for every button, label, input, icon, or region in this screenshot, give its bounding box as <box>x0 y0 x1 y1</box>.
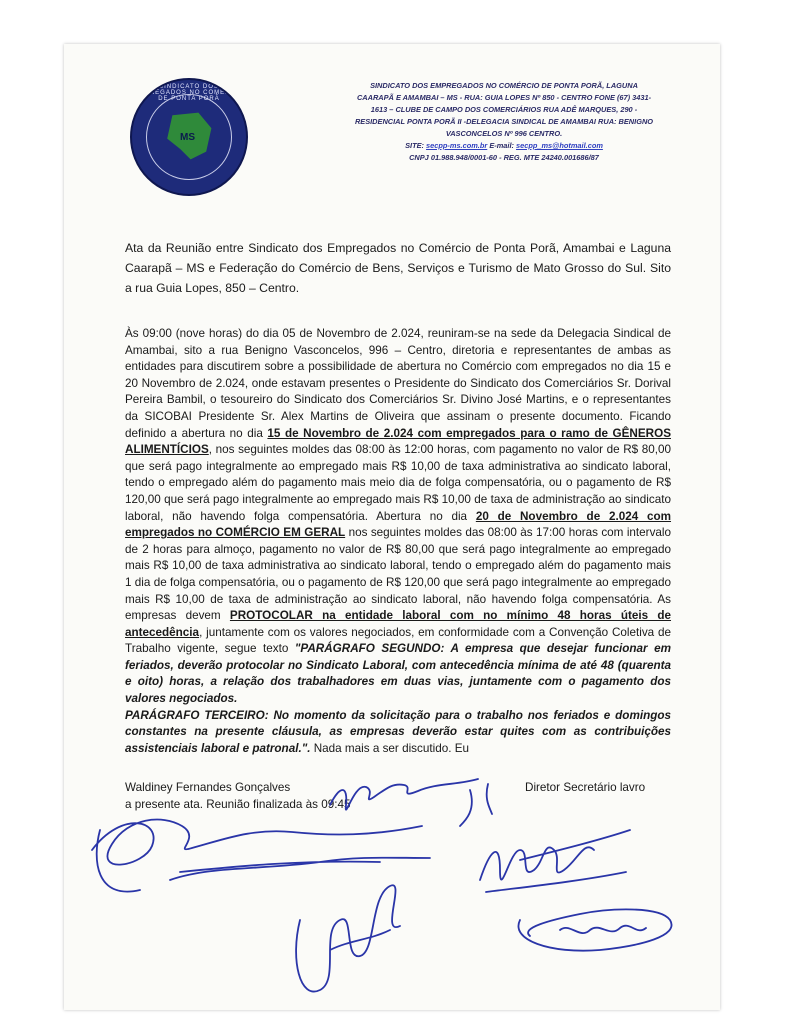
document-intro: Ata da Reunião entre Sindicato dos Empregados no Comércio de Ponta Porã, Amambai e Laguna Caarapã – MS e Federação do Comércio de Bens, Serviços e Turismo de Mato Grosso do Sul. Sito a rua Guia Lopes, 850 – Centro. <box>125 241 671 295</box>
site-link[interactable]: secpp-ms.com.br <box>426 141 488 150</box>
body-text: Nada mais a ser discutido. Eu <box>310 741 469 755</box>
body-text: Às 09:00 (nove horas) do dia 05 de Novembro de 2.024, reuniram-se na sede da Delegacia Sindical de Amambai, sito a rua Benigno Vasconcelos, 996 – Centro, diretoria e representantes de ambas as entidades para discutirem sobre a possibilidade de abertura no Comércio com empregados no dia 15 e 20 Novembro de 2.024, onde estavam presentes o Presidente do Sindicato dos Comerciários Sr. Dorival Pereira Bambil, o tesoureiro do Sindicato dos Comerciários Sr. Divino José Martins, e o representantes da SICOBAI Presidente Sr. Alex Martins de Oliveira que assinam o presente documento. Ficando definido a abertura no dia <box>125 327 671 440</box>
email-label: E-mail: <box>489 141 514 150</box>
body-text: , juntamente com os valores negociados, em conformidade com a Convenção Coletiva de Trabalho vigente, segue texto <box>125 625 671 656</box>
union-seal-logo <box>130 78 248 196</box>
letterhead-contact <box>312 140 696 152</box>
secretary-name: Waldiney Fernandes Gonçalves <box>125 781 291 794</box>
highlight-general-opening: 20 de Novembro de 2.024 com empregados no COMÉRCIO EM GERAL <box>125 509 672 540</box>
quote-paragraph-second: "PARÁGRAFO SEGUNDO: A empresa que desejar funcionar em feriados, deverão protocolar no Sindicato Laboral, com antecedência mínima de até 48 (quarenta e oito) horas, a relação dos trabalhadores em duas vias, juntamente com o pagamento dos valores negociados. <box>125 642 671 706</box>
letterhead-line: 1613 – CLUBE DE CAMPO DOS COMERCIÁRIOS RUA ADÊ MARQUES, 290 - <box>370 105 638 114</box>
secretary-role: Diretor Secretário lavro <box>525 781 646 794</box>
seal-ring-text: SINDICATO DOS EMPREGADOS NO COMÉRCIO DE PONTA PORÃ <box>133 84 245 102</box>
closing-block <box>125 780 671 813</box>
letterhead <box>312 80 696 164</box>
letterhead-line: CAARAPÃ E AMAMBAI – MS - RUA: GUIA LOPES Nº 850 - CENTRO FONE (67) 3431- <box>356 93 652 102</box>
closing-sentence: a presente ata. Reunião finalizada às 09:45 <box>125 797 351 811</box>
body-text: , nos seguintes moldes das 08:00 às 12:00 horas, com pagamento no valor de R$ 80,00 que será pago integralmente ao empregado mais R$ 10,00 de taxa administrativa ao sindicato laboral, tendo o empregado além do pagamento mais meio dia de folga compensatória, ou o pagamento de R$ 120,00 que será pago integralmente ao empregado mais R$ 10,00 de taxa de administração ao sindicato laboral, não havendo folga compensatória. Abertura no dia <box>125 443 671 523</box>
letterhead-line: SINDICATO DOS EMPREGADOS NO COMÉRCIO DE PONTA PORÃ, LAGUNA <box>370 81 638 90</box>
highlight-food-opening: 15 de Novembro de 2.024 com empregados para o ramo de GÊNEROS ALIMENTÍCIOS <box>125 426 671 457</box>
letterhead-line: VASCONCELOS Nº 996 CENTRO. <box>445 129 563 138</box>
quote-paragraph-third: PARÁGRAFO TERCEIRO: No momento da solicitação para o trabalho nos feriados e domingos constantes na presente cláusula, as empresas deverão estar quites com as contribuições assistenciais laboral e patronal.". <box>125 708 671 755</box>
site-label: SITE: <box>405 141 424 150</box>
email-link[interactable]: secpp_ms@hotmail.com <box>516 141 603 150</box>
letterhead-cnpj: CNPJ 01.988.948/0001-60 - REG. MTE 24240.001686/87 <box>409 153 599 162</box>
highlight-protocol: PROTOCOLAR na entidade laboral com no mínimo 48 horas úteis de antecedência <box>125 609 672 639</box>
seal-center-label: MS <box>180 132 195 143</box>
letterhead-line: RESIDENCIAL PONTA PORÃ II -DELEGACIA SINDICAL DE AMAMBAI RUA: BENIGNO <box>354 117 654 126</box>
body-text: nos seguintes moldes das 08:00 às 17:00 horas com intervalo de 2 horas para almoço, pagamento no valor de R$ 80,00 que será pago integralmente ao empregado mais R$ 10,00 de taxa administrativa ao sindicato laboral, tendo o empregado além do pagamento mais 1 dia de folga compensatória, ou o pagamento de R$ 120,00 que será pago integralmente ao empregado mais R$ 10,00 de taxa de administração ao sindicato laboral, não havendo folga compensatória. As empresas devem <box>125 526 672 623</box>
document-body <box>125 326 671 757</box>
